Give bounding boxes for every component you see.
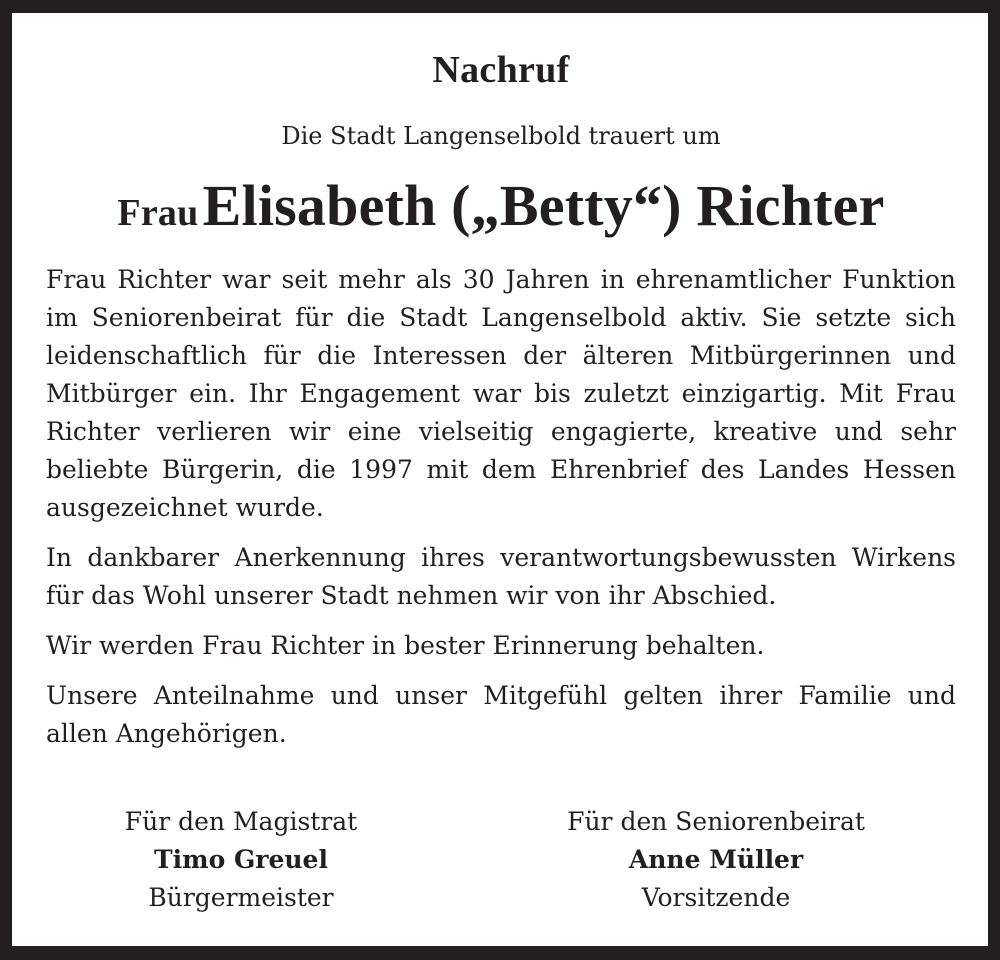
signature-for: Für den Magistrat	[124, 807, 358, 836]
deceased-name-line	[46, 170, 956, 257]
signature-for: Für den Seniorenbeirat	[567, 807, 865, 836]
notice-title: Nachruf	[432, 49, 570, 91]
paragraph-farewell: In dankbarer Anerkennung ihres verantwortungsbewussten Wirkens für das Wohl unserer Stadt nehmen wir von ihr Abschied.	[46, 543, 956, 610]
obituary-notice	[46, 45, 956, 912]
name-prefix: Frau	[117, 192, 199, 234]
deceased-name: Elisabeth („Betty“) Richter	[202, 173, 885, 238]
signature-name: Timo Greuel	[154, 845, 328, 874]
signature-seniorenbeirat	[516, 803, 916, 917]
signature-name: Anne Müller	[628, 845, 804, 874]
intro-line: Die Stadt Langenselbold trauert um	[281, 122, 721, 150]
signature-magistrat	[41, 803, 441, 917]
signature-role: Vorsitzende	[641, 883, 791, 912]
paragraph-remembrance: Wir werden Frau Richter in bester Erinnerung behalten.	[46, 631, 765, 660]
paragraph-tribute: Frau Richter war seit mehr als 30 Jahren in ehrenamtlicher Funktion im Seniorenbeirat für die Stadt Langenselbold aktiv. Sie setzte sich leidenschaftlich für die Interessen der älteren Mitbürgerinnen und Mitbürger ein. Ihr Engagement war bis zuletzt einzigartig. Mit Frau Richter verlieren wir eine vielseitig engagierte, kreative und sehr beliebte Bürgerin, die 1997 mit dem Ehrenbrief des Landes Hessen ausgezeichnet wurde.	[46, 265, 956, 522]
signature-role: Bürgermeister	[148, 883, 334, 912]
paragraph-condolence: Unsere Anteilnahme und unser Mitgefühl gelten ihrer Familie und allen Angehörigen.	[46, 681, 956, 748]
